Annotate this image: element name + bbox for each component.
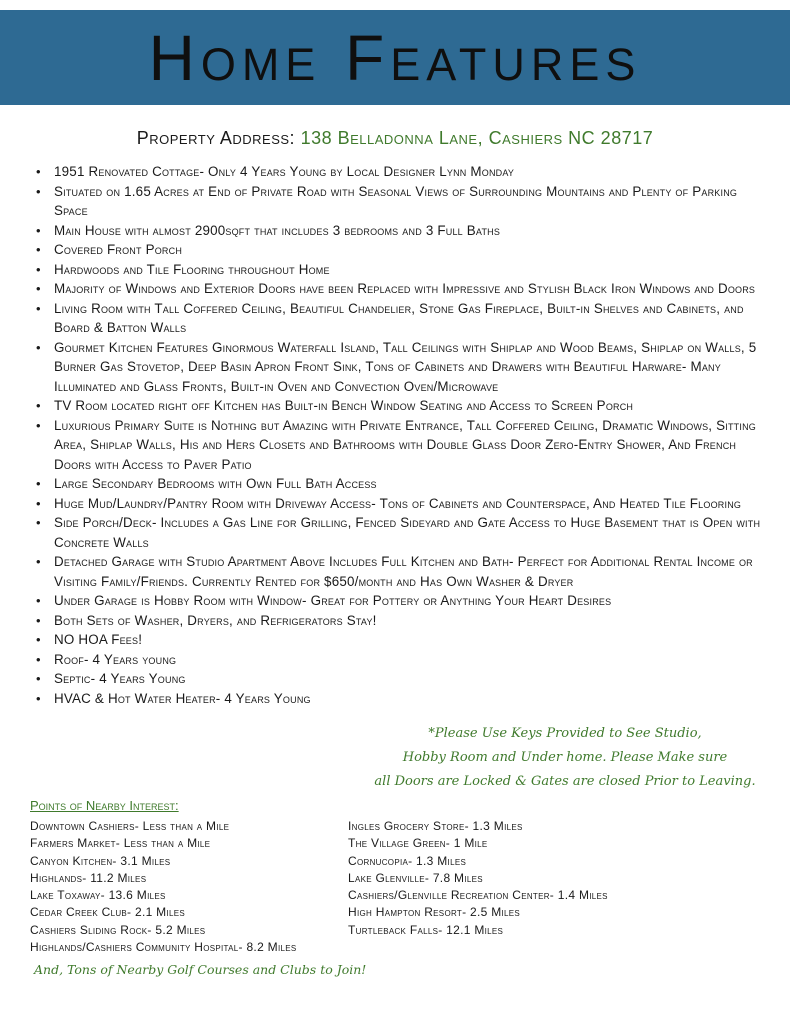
feature-item: • Side Porch/Deck- Includes a Gas Line for Grilling, Fenced Sideyard and Gate Access to Huge Basement that is Open with Concrete Walls xyxy=(24,513,774,552)
poi-item: Lake Glenville- 7.8 Miles xyxy=(348,870,483,885)
feature-item: • 1951 Renovated Cottage- Only 4 Years Young by Local Designer Lynn Monday xyxy=(24,162,774,182)
property-address xyxy=(0,128,790,149)
poi-item: Cedar Creek Club- 2.1 Miles xyxy=(30,905,186,920)
feature-item: • Hardwoods and Tile Flooring throughout Home xyxy=(24,260,774,280)
points-of-interest-right xyxy=(348,818,608,939)
header-banner xyxy=(0,10,790,105)
poi-item: Downtown Cashiers- Less than a Mile xyxy=(30,819,230,833)
note-line: Hobby Room and Under home. Please Make sure xyxy=(402,750,728,765)
poi-item: Highlands/Cashiers Community Hospital- 8.2 Miles xyxy=(30,940,297,955)
feature-item: • Under Garage is Hobby Room with Window- Great for Pottery or Anything Your Heart Desires xyxy=(24,591,774,611)
closing-note: And, Tons of Nearby Golf Courses and Clubs to Join! xyxy=(34,962,367,977)
feature-item: • Large Secondary Bedrooms with Own Full Bath Access xyxy=(24,474,774,494)
feature-item: • Gourmet Kitchen Features Ginormous Waterfall Island, Tall Ceilings with Shiplap and Wood Beams, Shiplap on Walls, 5 Burner Gas Stovetop, Deep Basin Apron Front Sink, Tons of Cabinets and Drawers with Beautiful Harware- Many Illuminated and Glass Fronts, Built-in Oven and Convection Oven/Microwave xyxy=(24,338,774,397)
feature-item: • NO HOA Fees! xyxy=(24,630,774,650)
feature-item: • Septic- 4 Years Young xyxy=(24,669,774,689)
poi-item: Lake Toxaway- 13.6 Miles xyxy=(30,888,166,903)
features-list xyxy=(24,162,774,708)
studio-access-note xyxy=(360,722,770,794)
feature-item: • Luxurious Primary Suite is Nothing but Amazing with Private Entrance, Tall Coffered Ceiling, Dramatic Windows, Sitting Area, Shiplap Walls, His and Hers Closets and Bathrooms with Double Glass Door Zero-Entry Shower, And French Doors with Access to Paver Patio xyxy=(24,416,774,475)
feature-item: • Detached Garage with Studio Apartment Above Includes Full Kitchen and Bath- Perfect for Additional Rental Income or Visiting Family/Friends. Currently Rented for $650/month and Has Own Washer & Dryer xyxy=(24,552,774,591)
note-line: *Please Use Keys Provided to See Studio, xyxy=(428,726,702,741)
feature-item: • TV Room located right off Kitchen has Built-in Bench Window Seating and Access to Screen Porch xyxy=(24,396,774,416)
points-of-interest-left xyxy=(30,818,297,956)
page-title: Home Features xyxy=(148,21,642,94)
feature-item: • Covered Front Porch xyxy=(24,240,774,260)
poi-item: Farmers Market- Less than a Mile xyxy=(30,836,211,851)
poi-item: Cashiers/Glenville Recreation Center- 1.4 Miles xyxy=(348,888,608,903)
poi-item: Canyon Kitchen- 3.1 Miles xyxy=(30,853,171,868)
poi-item: Cashiers Sliding Rock- 5.2 Miles xyxy=(30,922,206,937)
feature-item: • Roof- 4 Years young xyxy=(24,650,774,670)
points-of-interest-heading: Points of Nearby Interest: xyxy=(30,798,179,813)
poi-item: Cornucopia- 1.3 Miles xyxy=(348,853,467,868)
feature-item: • Situated on 1.65 Acres at End of Private Road with Seasonal Views of Surrounding Mountains and Plenty of Parking Space xyxy=(24,182,774,221)
feature-item: • Main House with almost 2900sqft that includes 3 bedrooms and 3 Full Baths xyxy=(24,221,774,241)
feature-item: • Majority of Windows and Exterior Doors have been Replaced with Impressive and Stylish Black Iron Windows and Doors xyxy=(24,279,774,299)
feature-item: • HVAC & Hot Water Heater- 4 Years Young xyxy=(24,689,774,709)
feature-item: • Huge Mud/Laundry/Pantry Room with Driveway Access- Tons of Cabinets and Counterspace, And Heated Tile Flooring xyxy=(24,494,774,514)
poi-item: The Village Green- 1 Mile xyxy=(348,836,488,851)
feature-item: • Both Sets of Washer, Dryers, and Refrigerators Stay! xyxy=(24,611,774,631)
poi-item: Highlands- 11.2 Miles xyxy=(30,870,147,885)
poi-item: Ingles Grocery Store- 1.3 Miles xyxy=(348,819,523,833)
address-label: Property Address: xyxy=(136,128,296,148)
poi-item: High Hampton Resort- 2.5 Miles xyxy=(348,905,521,920)
poi-item: Turtleback Falls- 12.1 Miles xyxy=(348,922,504,937)
feature-item: • Living Room with Tall Coffered Ceiling, Beautiful Chandelier, Stone Gas Fireplace, Built-in Shelves and Cabinets, and Board & Batton Walls xyxy=(24,299,774,338)
note-line: all Doors are Locked & Gates are closed Prior to Leaving. xyxy=(374,774,756,789)
address-value: 138 Belladonna Lane, Cashiers NC 28717 xyxy=(300,128,654,148)
